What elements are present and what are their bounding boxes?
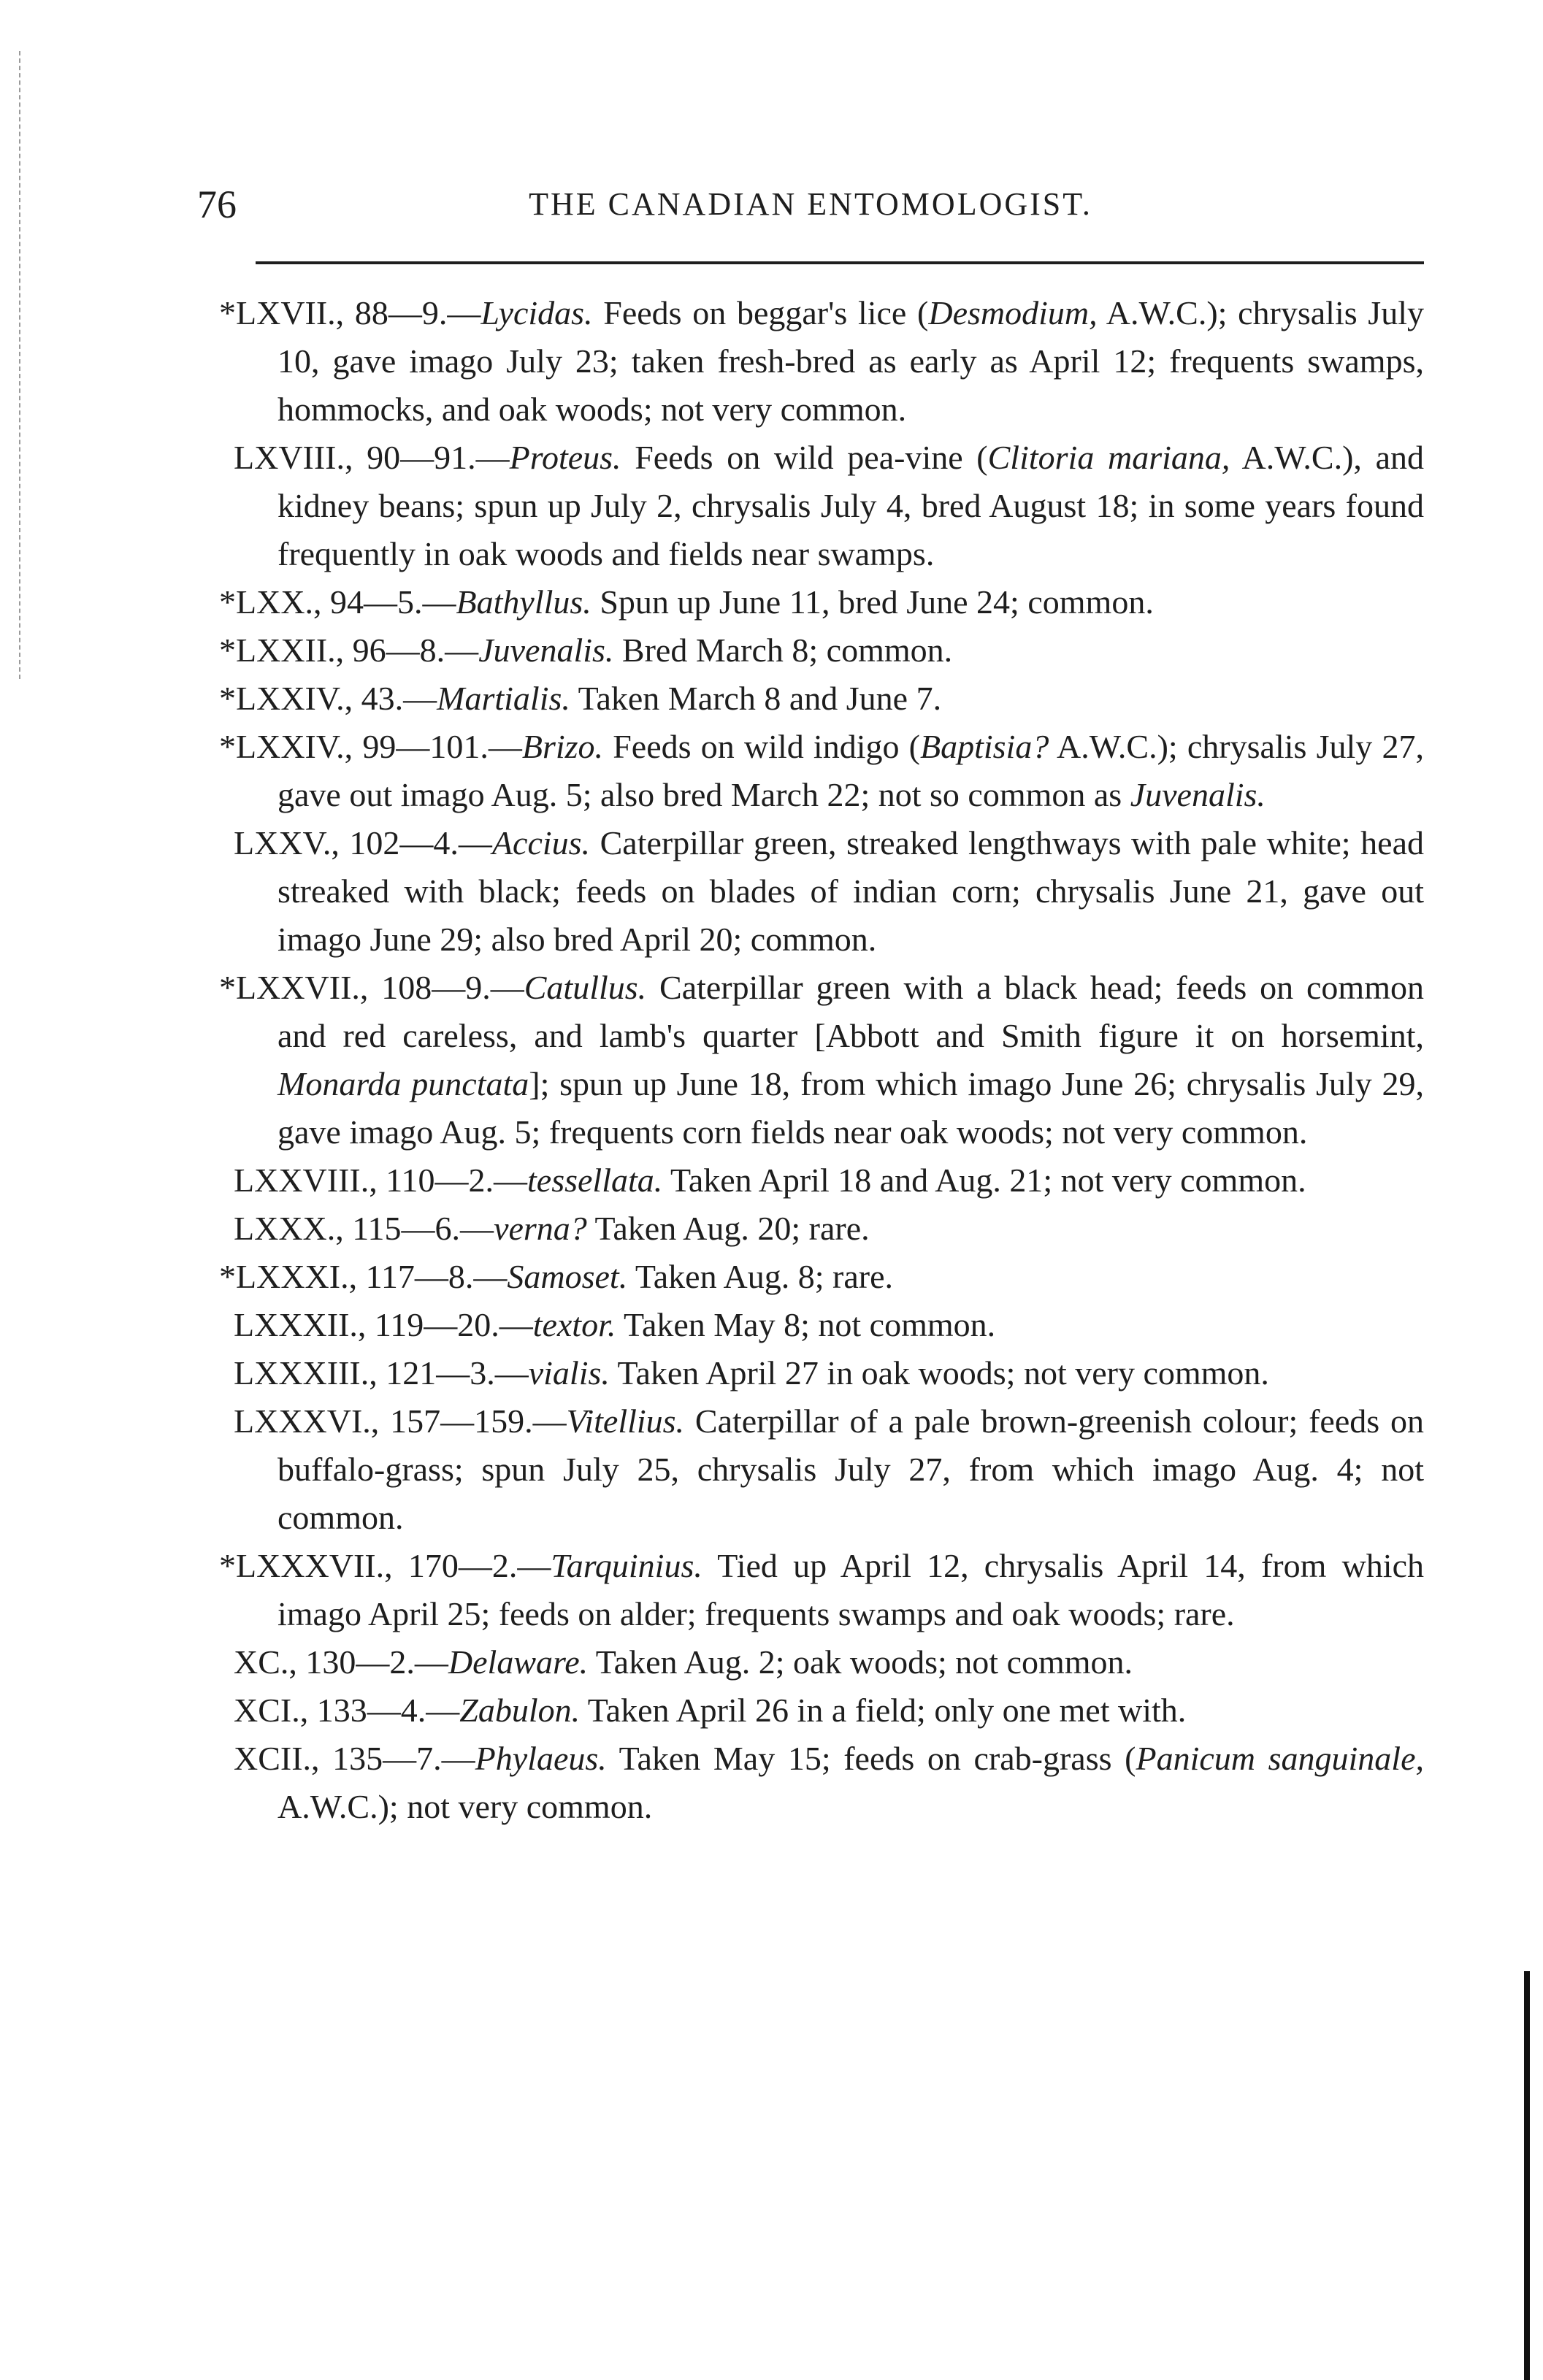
page-edge-bar (1524, 1971, 1530, 2380)
entry-number: XCII., 135—7.— (234, 1740, 475, 1777)
species-name: Juvenalis. (478, 632, 614, 669)
entry-text: Feeds on wild indigo ( (603, 728, 920, 765)
entry-text: Taken Aug. 20; rare. (586, 1210, 870, 1247)
entry-number: LXXVIII., 110—2.— (234, 1162, 528, 1199)
species-name: Samoset. (507, 1258, 628, 1295)
entry-number: XCI., 133—4.— (234, 1692, 460, 1729)
species-name: Proteus. (509, 439, 621, 476)
species-name: Martialis. (437, 680, 570, 717)
species-entry (219, 723, 1424, 819)
entry-number: LXXXII., 119—20.— (234, 1306, 533, 1343)
running-title: THE CANADIAN ENTOMOLOGIST. (529, 186, 1092, 222)
species-name: Tarquinius. (551, 1547, 702, 1584)
species-entry (219, 1686, 1424, 1735)
entry-text: Taken March 8 and June 7. (570, 680, 942, 717)
italic-text: Clitoria mariana, (987, 439, 1230, 476)
species-name: textor. (532, 1306, 616, 1343)
species-entry (219, 819, 1424, 964)
entry-number: XC., 130—2.— (234, 1643, 448, 1681)
entry-number: LXXV., 102—4.— (234, 824, 492, 861)
species-entry (219, 1156, 1424, 1205)
entry-text: A.W.C.), and kidney beans; spun up July 2, chrysalis July 4, bred August 18; in some years found frequently in oak woods and fields near swamps. (277, 439, 1424, 572)
species-entry (219, 1301, 1424, 1349)
entry-text: Taken May 15; feeds on crab-grass ( (606, 1740, 1136, 1777)
entry-number: LXXXIII., 121—3.— (234, 1354, 529, 1391)
species-entry (219, 1349, 1424, 1397)
entry-text: A.W.C.); not very common. (277, 1788, 653, 1825)
page-header (197, 175, 1424, 234)
species-entry (219, 1542, 1424, 1638)
species-entry (219, 1253, 1424, 1301)
entry-number: LXXX., 115—6.— (234, 1210, 494, 1247)
species-entry (219, 1397, 1424, 1542)
species-name: Catullus. (524, 969, 647, 1006)
entry-number: *LXVII., 88—9.— (219, 294, 481, 331)
species-entry (219, 675, 1424, 723)
entry-number: LXXXVI., 157—159.— (234, 1402, 567, 1440)
entry-text: Taken April 18 and Aug. 21; not very common. (662, 1162, 1306, 1199)
entry-text: A.W.C.); chrysalis July 10, gave imago July 23; taken fresh-bred as early as April 12; frequents swamps, hommocks, and oak woods; not very common. (277, 294, 1424, 428)
species-name: vialis. (528, 1354, 610, 1391)
entry-text: Caterpillar of a pale brown-greenish colour; feeds on buffalo-grass; spun July 25, chrysalis July 27, from which imago Aug. 4; not common. (277, 1402, 1424, 1536)
entry-text: Taken May 8; not common. (616, 1306, 996, 1343)
italic-text: Desmodium, (928, 294, 1098, 331)
entry-text: Caterpillar green, streaked lengthways with pale white; head streaked with black; feeds on blades of indian corn; chrysalis June 21, gave out imago June 29; also bred April 20; common. (277, 824, 1425, 958)
species-name: Phylaeus. (475, 1740, 607, 1777)
entry-text: A.W.C.); chrysalis July 27, gave out imago Aug. 5; also bred March 22; not so common as (277, 728, 1424, 813)
page-number: 76 (197, 183, 237, 226)
species-name: verna? (494, 1210, 587, 1247)
species-entry (219, 964, 1424, 1156)
species-name: Zabulon. (459, 1692, 581, 1729)
entry-text: Feeds on wild pea-vine ( (621, 439, 988, 476)
species-entry (219, 578, 1424, 626)
species-name: tessellata. (527, 1162, 663, 1199)
entry-text: Taken April 27 in oak woods; not very common. (609, 1354, 1269, 1391)
species-entry (219, 434, 1424, 578)
entry-text: Spun up June 11, bred June 24; common. (591, 583, 1154, 621)
italic-text: Baptisia? (920, 728, 1049, 765)
entry-number: *LXXIV., 99—101.— (219, 728, 522, 765)
italic-text: Juvenalis. (1130, 776, 1266, 813)
entry-number: LXVIII., 90—91.— (234, 439, 510, 476)
italic-text: Panicum sanguinale, (1136, 1740, 1424, 1777)
entry-text: Taken April 26 in a field; only one met with. (580, 1692, 1187, 1729)
species-entry (219, 289, 1424, 434)
entry-number: *LXXXVII., 170—2.— (219, 1547, 551, 1584)
species-name: Accius. (491, 824, 591, 861)
entry-text: Tied up April 12, chrysalis April 14, from which imago April 25; feeds on alder; frequents swamps and oak woods; rare. (277, 1547, 1424, 1632)
species-list (219, 289, 1424, 1831)
header-rule (256, 261, 1424, 264)
species-name: Bathyllus. (456, 583, 591, 621)
entry-number: *LXXXI., 117—8.— (219, 1258, 508, 1295)
species-name: Vitellius. (566, 1402, 685, 1440)
entry-text: Feeds on beggar's lice ( (592, 294, 929, 331)
margin-rule (19, 51, 22, 679)
species-entry (219, 1205, 1424, 1253)
entry-text: Taken Aug. 8; rare. (627, 1258, 894, 1295)
species-entry (219, 1638, 1424, 1686)
species-name: Brizo. (521, 728, 604, 765)
entry-number: *LXXVII., 108—9.— (219, 969, 524, 1006)
italic-text: Monarda punctata (277, 1065, 529, 1102)
entry-text: Taken Aug. 2; oak woods; not common. (588, 1643, 1133, 1681)
entry-text: ]; spun up June 18, from which imago June 26; chrysalis July 29, gave imago Aug. 5; frequents corn fields near oak woods; not very common. (277, 1065, 1424, 1151)
species-name: Delaware. (448, 1643, 589, 1681)
entry-text: Caterpillar green with a black head; feeds on common and red careless, and lamb's quarter [Abbott and Smith figure it on horsemint, (277, 969, 1424, 1054)
species-entry (219, 626, 1424, 675)
species-name: Lycidas. (480, 294, 593, 331)
entry-number: *LXXIV., 43.— (219, 680, 437, 717)
species-entry (219, 1735, 1424, 1831)
entry-number: *LXXII., 96—8.— (219, 632, 479, 669)
entry-text: Bred March 8; common. (613, 632, 953, 669)
entry-number: *LXX., 94—5.— (219, 583, 456, 621)
